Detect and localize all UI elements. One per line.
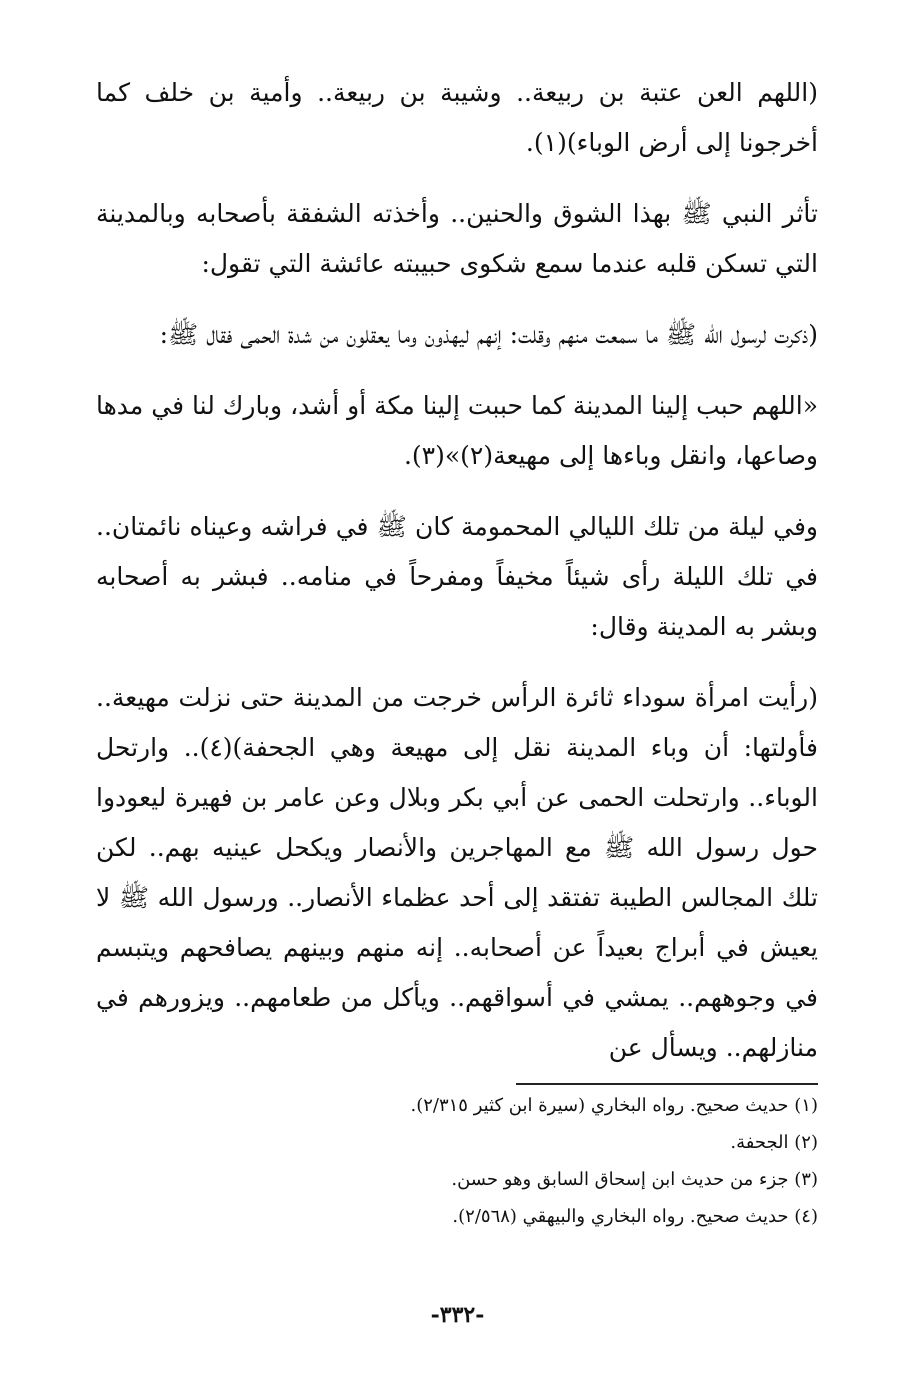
paragraph-1: (اللهم العن عتبة بن ربيعة.. وشيبة بن ربيعة.. وأمية بن خلف كما أخرجونا إلى أرض الوباء)(١).: [96, 78, 818, 157]
footnotes: [96, 1095, 818, 1243]
paragraph-4: «اللهم حبب إلينا المدينة كما حببت إلينا مكة أو أشد، وبارك لنا في مدها وصاعها، وانقل وباءها إلى مهيعة(٢)»(٣).: [96, 391, 818, 470]
paragraph-2: تأثر النبي ﷺ بهذا الشوق والحنين.. وأخذته الشفقة بأصحابه وبالمدينة التي تسكن قلبه عندما سمع شكوى حبيبته عائشة التي تقول:: [96, 199, 818, 278]
footnote-3: (٣) جزء من حديث ابن إسحاق السابق وهو حسن.: [451, 1169, 818, 1190]
footnote-2: (٢) الجحفة.: [730, 1132, 818, 1153]
footnote-1: (١) حديث صحيح. رواه البخاري (سيرة ابن كثير ٢/٣١٥).: [410, 1095, 818, 1116]
paragraph-3: (ذكرت لرسول الله ﷺ ما سمعت منهم وقلت: إنهم ليهذون وما يعقلون من شدة الحمى فقال ﷺ:: [159, 320, 818, 349]
page-number: -٣٣٢-: [430, 1302, 485, 1328]
paragraph-6: (رأيت امرأة سوداء ثائرة الرأس خرجت من المدينة حتى نزلت مهيعة.. فأولتها: أن وباء المدينة نقل إلى مهيعة وهي الجحفة)(٤).. وارتحل الوباء.. وارتحلت الحمى عن أبي بكر وبلال وعن عامر بن فهيرة ليعودوا حول رسول الله ﷺ مع المهاجرين والأنصار ويكحل عينيه بهم.. لكن تلك المجالس الطيبة تفتقد إلى أحد عظماء الأنصار.. ورسول الله ﷺ لا يعيش في أبراج بعيداً عن أصحابه.. إنه منهم وبينهم يصافحهم ويتبسم في وجوههم.. يمشي في أسواقهم.. ويأكل من طعامهم.. ويزورهم في منازلهم.. ويسأل عن: [96, 683, 818, 1062]
footnote-4: (٤) حديث صحيح. رواه البخاري والبيهقي (٢/٥٦٨).: [452, 1206, 818, 1227]
footnote-divider: [516, 1083, 818, 1085]
main-text: [96, 68, 818, 1094]
paragraph-5: وفي ليلة من تلك الليالي المحمومة كان ﷺ في فراشه وعيناه نائمتان.. في تلك الليلة رأى شيئاً مخيفاً ومفرحاً في منامه.. فبشر به أصحابه وبشر به المدينة وقال:: [96, 512, 818, 641]
